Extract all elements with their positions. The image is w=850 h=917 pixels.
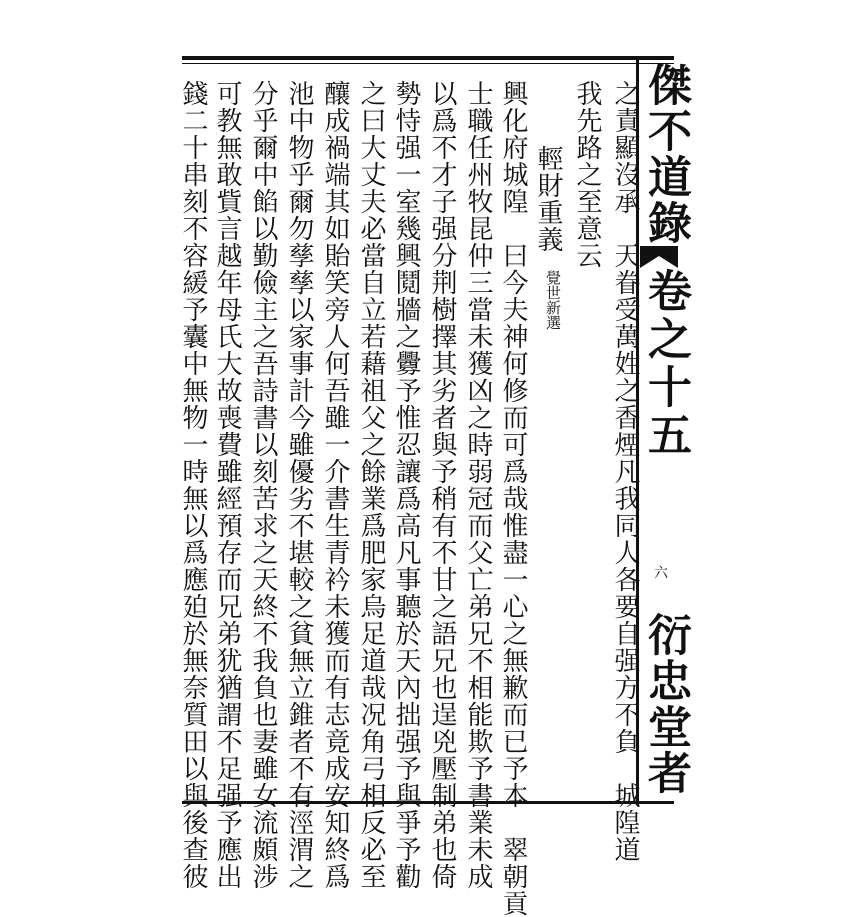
- section-heading: 輕財重義: [533, 145, 563, 253]
- text-column-7: 以爲不才子强分荆樹擇其劣者與予稍有不甘之語兄也逞兇壓制弟也倚: [427, 80, 457, 890]
- page-number: 六: [652, 565, 668, 579]
- text-column-1: 之責顯沒承 天眷受萬姓之香煙凡我同人各要自强方不負 城隍道: [610, 80, 640, 863]
- text-column-13: 可教無敢貲言越年母氏大故喪費雖經預存而兄弟犹猶謂不足强予應出: [212, 80, 242, 890]
- hall-name: 衍忠堂者: [640, 612, 691, 796]
- text-column-9: 之曰大丈夫必當自立若藉祖父之餘業爲肥家烏足道哉况角弓相反必至: [356, 80, 386, 890]
- volume-label: 卷之十五: [640, 268, 691, 460]
- top-border-rule: [182, 56, 674, 60]
- text-column-10: 釀成禍端其如貽笑旁人何吾雖一介書生青衿未獲而有志竟成安知終爲: [320, 80, 350, 890]
- top-border-thin-rule: [182, 63, 674, 64]
- text-column-6: 士職任州牧昆仲三當未獲凶之時弱冠而父亡弟兄不相能欺予書業未成: [463, 80, 493, 890]
- text-column-8: 勢恃强一室幾興鬩牆之釁予惟忍讓爲高凡事聽於天內拙强予與爭予勸: [391, 80, 421, 890]
- text-column-12: 分乎爾中餡以勤儉主之吾詩書以刻苦求之天終不我負也妻雖女流頗涉: [248, 80, 278, 890]
- section-source: 覺世新選: [544, 270, 562, 330]
- text-column-2: 我先路之至意云: [572, 80, 602, 269]
- text-column-14: 錢二十串刻不容緩予囊中無物一時無以爲應廹於無奈質田以與後查彼: [178, 80, 208, 890]
- text-column-5: 興化府城隍 曰今夫神何修而可爲哉惟盡一心之無歉而已予本 翠朝貢: [498, 80, 528, 917]
- fish-tail-mark-icon: [640, 246, 678, 268]
- text-column-11: 池中物乎爾勿孳孳以家事計今雖優劣不堪較之貧無立錐者不有涇渭之: [284, 80, 314, 890]
- book-title: 傑不道錄: [640, 62, 691, 246]
